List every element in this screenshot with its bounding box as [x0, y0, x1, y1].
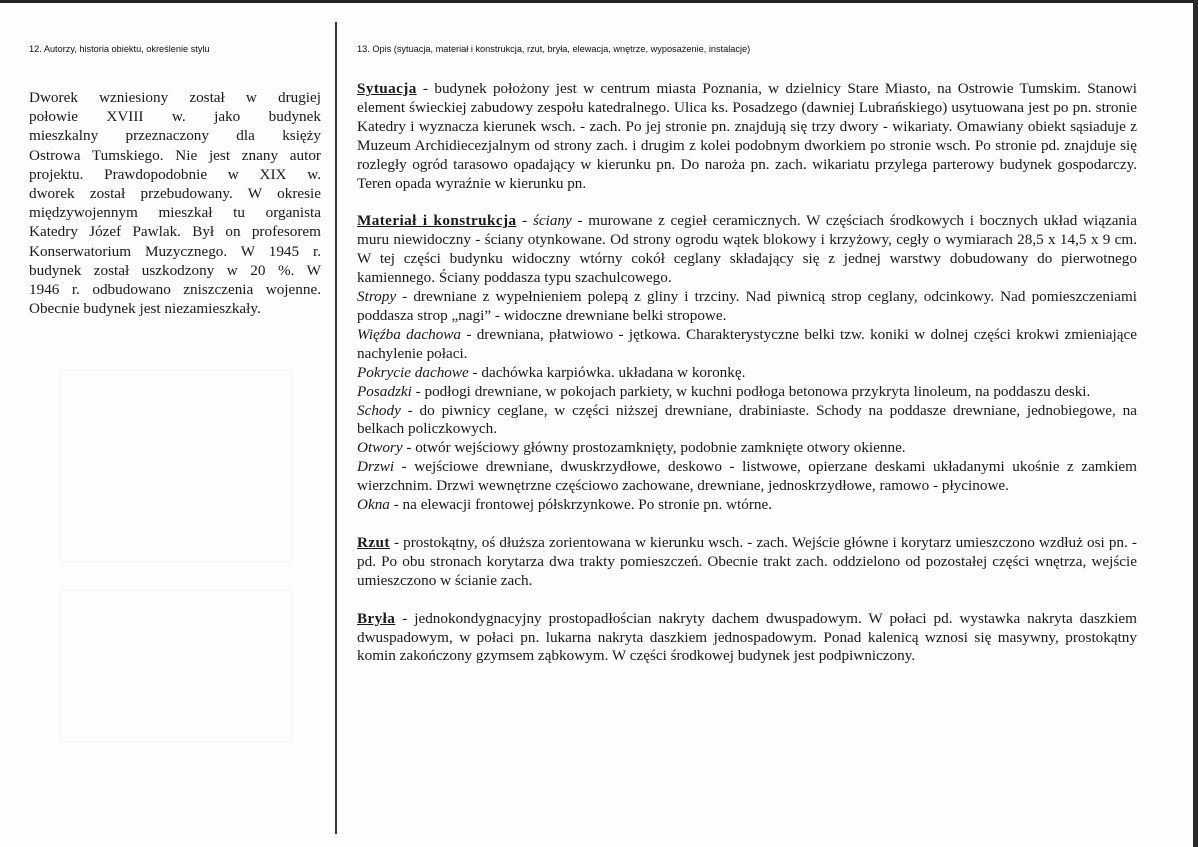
material-item-label: Posadzki [357, 382, 412, 400]
bryla-heading: Bryła [357, 609, 396, 627]
history-line: dworek został przebudowany. W okresie [29, 185, 321, 203]
material-item-label: Okna [357, 496, 390, 514]
material-item-text: - wejściowe drewniane, dwuskrzydłowe, deskowo - listwowe, opierzane deskami układanymi ukośnie z zamkiem wierzchnim. Drzwi wewnętrzne częściowo zachowane, drewniane, jednoskrzydłowe, ramowo - płycinowe. [357, 458, 1137, 495]
material-item [357, 439, 1137, 458]
material-item [357, 458, 1137, 496]
material-item-label: Więźba dachowa [357, 325, 462, 343]
sytuacja-text: - budynek położony jest w centrum miasta Poznania, w dzielnicy Stare Miasto, na Ostrowie Tumskim. Stanowi element świeckiej zabudowy zespołu katedralnego. Ulica ks. Posadzego (dawniej Lubrańskiego) usytuowana jest po pn. stronie Katedry i wyznacza kierunek wsch. - zach. Po jej stronie pn. znajdują się trzy dwory - wikariaty. Omawiany obiekt sąsiaduje z Muzeum Archidiecezjalnym od strony zach. i drugim z kolei podobnym dworkiem po stronie wsch. Po stronie pd. znajduje się rozległy ogród tarasowo opadający w kierunku pn. Do naroża pn. zach. wikariatu przylega parterowy budynek gospodarczy. Teren opada wyraźnie w kierunku pn. [357, 80, 1137, 192]
scan-edge-top [0, 0, 1198, 3]
history-line: Konserwatorium Muzycznego. W 1945 r. [29, 242, 321, 260]
material-item-label: Drzwi [357, 458, 395, 476]
sciany-text: - murowane z cegieł ceramicznych. W częściach środkowych i bocznych układ wiązania muru niewidoczny - ściany otynkowane. Od strony ogrodu wątek blokowy i krzyżowy, cegły o wymiarach 28,5 x 14,5 x 9 cm. W tej części budynku widoczny wtórny cokół ceglany składający się z jednej warstwy dobudowany do pierwotnego kamiennego. Ściany poddasza typu szachulcowego. [357, 212, 1137, 287]
bryla-paragraph [357, 610, 1137, 667]
history-line: Katedry Józef Pawlak. Był on profesorem [29, 223, 321, 241]
material-item [357, 326, 1137, 364]
sytuacja-paragraph [357, 80, 1137, 193]
material-item-label: Otwory [357, 439, 403, 457]
material-item-text: - otwór wejściowy główny prostozamknięty, podobnie zamknięte otwory okienne. [402, 439, 906, 457]
section-13-header: 13. Opis (sytuacja, materiał i konstrukcja, rzut, bryła, elewacja, wnętrze, wyposażenie, instalacje) [357, 44, 751, 54]
material-item-label: Pokrycie dachowe [357, 363, 469, 381]
material-item-label: Schody [357, 401, 401, 419]
bleed-through-mark [60, 370, 292, 562]
bleed-through-mark [60, 590, 292, 742]
history-line: 1946 r. odbudowano zniszczenia wojenne. [29, 281, 321, 299]
sytuacja-heading: Sytuacja [357, 80, 417, 97]
material-item [357, 383, 1137, 402]
history-line: Obecnie budynek jest niezamieszkały. [29, 300, 261, 318]
material-paragraph: Materiał i konstrukcja - ściany - murowane z cegieł ceramicznych. W częściach środkowych i bocznych układ wiązania muru niewidoczny - ściany otynkowane. Od strony ogrodu wątek blokowy i krzyżowy, cegły o wymiarach 28,5 x 14,5 x 9 cm. W tej części budynku widoczny wtórny cokół ceglany składający się z jednej warstwy dobudowany do pierwotnego kamiennego. Ściany poddasza typu szachulcowego. [357, 212, 1137, 287]
material-item [357, 288, 1137, 326]
history-line: Dworek wzniesiony został w drugiej [29, 89, 321, 106]
rzut-paragraph [357, 534, 1137, 591]
rzut-heading: Rzut [357, 533, 390, 551]
history-line: projektu. Prawdopodobnie w XIX w. [29, 165, 321, 183]
history-line: mieszkalny przeznaczony dla księży [29, 127, 321, 145]
material-item-text: - drewniana, płatwiowo - jętkowa. Charakterystyczne belki tzw. koniki w dolnej części krokwi zmieniające nachylenie połaci. [357, 325, 1137, 362]
history-line: Ostrowa Tumskiego. Nie jest znany autor [29, 146, 321, 164]
section-12-header: 12. Autorzy, historia obiektu, określenie stylu [29, 44, 210, 54]
material-item-text: - dachówka karpiówka. układana w koronkę. [468, 363, 746, 381]
description-text [357, 80, 1137, 666]
history-column [29, 44, 321, 318]
scan-edge-right [1193, 0, 1198, 847]
history-line: budynek został uszkodzony w 20 %. W [29, 261, 321, 279]
column-divider [335, 22, 337, 834]
material-item-text: - do piwnicy ceglane, w części niższej drewniane, drabiniaste. Schody na poddasze drewniane, jednobiegowe, na belkach policzkowych. [357, 401, 1137, 438]
sciany-label: ściany [532, 212, 572, 230]
material-item [357, 364, 1137, 383]
rzut-text: - prostokątny, oś dłuższa zorientowana w kierunku wsch. - zach. Wejście główne i korytarz umieszczono wzdłuż osi pn. - pd. Po obu stronach korytarza dwa trakty pomieszczeń. Obecnie trakt zach. oddzielono od pozostałej części wnętrza, wejście umieszczono w ścianie zach. [357, 533, 1137, 589]
material-item-label: Stropy [357, 288, 397, 306]
history-line: połowie XVIII w. jako budynek [29, 108, 321, 126]
material-item-text: - drewniane z wypełnieniem polepą z gliny i trzciny. Nad piwnicą strop ceglany, odcinkowy. Nad pomieszczeniami poddasza strop „nagi” - widoczne drewniane belki stropowe. [357, 288, 1137, 324]
material-item [357, 402, 1137, 440]
description-column [357, 44, 1137, 666]
material-item [357, 496, 1137, 515]
history-line: międzywojennym mieszkał tu organista [29, 204, 321, 222]
material-heading: Materiał i konstrukcja [357, 212, 517, 230]
bryla-text: - jednokondygnacyjny prostopadłościan nakryty dachem dwuspadowym. W połaci pd. wystawka nakryta daszkiem dwuspadowym, w połaci pn. lukarna nakryta daszkiem jednospadowym. Ponad kalenicą wznosi się masywny, prostokątny komin zakończony gzymsem ząbkowym. W części środkowej budynek jest podpiwniczony. [357, 609, 1137, 665]
material-item-text: - podłogi drewniane, w pokojach parkiety, w kuchni podłoga betonowa przykryta linoleum, na poddaszu deski. [411, 382, 1091, 400]
history-text [29, 88, 321, 318]
material-item-text: - na elewacji frontowej półskrzynkowe. Po stronie pn. wtórne. [389, 496, 773, 514]
